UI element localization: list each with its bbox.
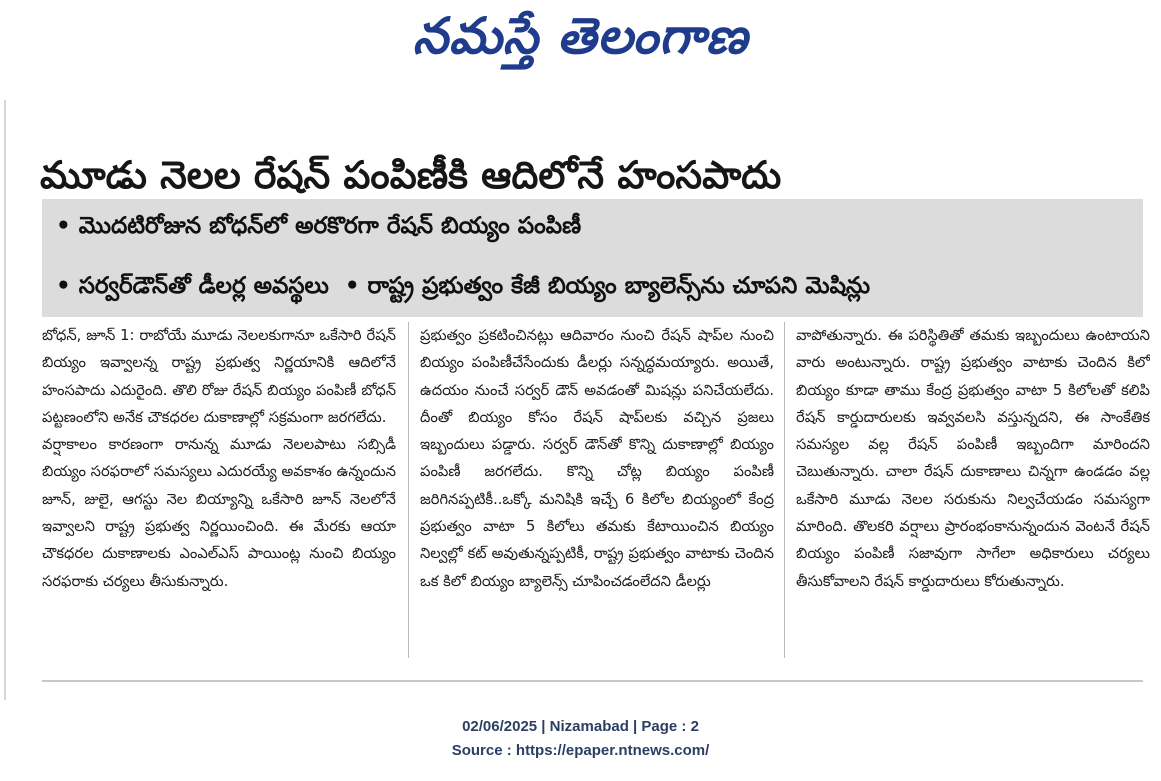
deck-text: మొదటిరోజున బోధన్‌లో అరకొరగా రేషన్ బియ్యం పంపిణీ — [78, 213, 582, 239]
bullet-icon: • — [344, 273, 360, 299]
footer-source-link[interactable]: Source : https://epaper.ntnews.com/ — [451, 742, 710, 759]
column-divider — [408, 322, 409, 658]
masthead-logo: నమస్తే తెలంగాణ — [412, 7, 749, 65]
deck-text-secondary: రాష్ట్ర ప్రభుత్వం కేజీ బియ్యం బ్యాలెన్స్‌ను చూపని మెషిన్లు — [367, 273, 871, 299]
bottom-divider — [42, 680, 1143, 682]
column-paragraph: వర్షాకాలం కారణంగా రానున్న మూడు నెలలపాటు సబ్సిడీ బియ్యం సరఫరాలో సమస్యలు ఎదురయ్యే అవకాశం ఉన్నందున జూన్, జులై, ఆగస్టు నెల బియ్యాన్ని ఒకేసారి జూన్ నెలలోనే ఇవ్వాలని రాష్ట్ర ప్రభుత్వ నిర్ణయించింది. ఈ మేరకు ఆయా చౌకధరల దుకాణాలకు ఎంఎల్ఎస్ పాయింట్ల నుంచి బియ్యం సరఫరాకు చర్యలు తీసుకున్నారు. — [42, 436, 396, 590]
bullet-icon: • — [56, 273, 71, 299]
deck-line-2 — [56, 269, 870, 303]
column-paragraph: బోధన్, జూన్ 1: రాబోయే మూడు నెలలకుగానూ ఒకేసారి రేషన్ బియ్యం ఇవ్వాలన్న రాష్ట్ర ప్రభుత్వ నిర్ణయానికి ఆదిలోనే హంసపాదు ఎదురైంది. తొలి రోజు రేషన్ బియ్యం పంపిణీ బోధన్ పట్టణంలోని అనేక చౌకధరల దుకాణాల్లో సక్రమంగా జరగలేదు. — [42, 327, 396, 426]
column-divider — [784, 322, 785, 658]
article-column-2 — [420, 322, 774, 662]
column-paragraph: ప్రభుత్వం ప్రకటించినట్లు ఆదివారం నుంచి రేషన్ షాప్‌ల నుంచి బియ్యం పంపిణీచేసేందుకు డీలర్లు సన్నద్ధమయ్యారు. అయితే, ఉదయం నుంచే సర్వర్ డౌన్ అవడంతో మిషన్లు పనిచేయలేదు. దీంతో బియ్యం కోసం రేషన్ షాప్‌లకు వచ్చిన ప్రజలు ఇబ్బందులు పడ్డారు. సర్వర్ డౌన్‌తో కొన్ని దుకాణాల్లో బియ్యం పంపిణీ జరగలేదు. కొన్ని చోట్ల బియ్యం పంపిణీ జరిగినప్పటికీ..ఒక్కో మనిషికి ఇచ్చే 6 కిలోల బియ్యంలో కేంద్ర ప్రభుత్వం వాటా 5 కిలోలు తమకు కేటాయించిన బియ్యం నిల్వల్లో కట్ అవుతున్నప్పటికీ, రాష్ట్ర ప్రభుత్వం వాటాకు చెందిన ఒక కిలో బియ్యం బ్యాలెన్స్ చూపించడంలేదని డీలర్లు — [420, 327, 774, 590]
page-edge-rule — [4, 100, 6, 700]
deck-line-1 — [56, 209, 581, 243]
article-column-1 — [42, 322, 396, 662]
column-paragraph: వాపోతున్నారు. ఈ పరిస్థితితో తమకు ఇబ్బందులు ఉంటాయని వారు అంటున్నారు. రాష్ట్ర ప్రభుత్వం వాటాకు చెందిన కిలో బియ్యం కూడా తాము కేంద్ర ప్రభుత్వం వాటా 5 కిలోలతో కలిపి రేషన్ కార్డుదారులకు ఇవ్వవలసి వస్తున్నదని, ఈ సాంకేతిక సమస్యల వల్ల రేషన్ పంపిణీ ఇబ్బందిగా మారిందని చెబుతున్నారు. చాలా రేషన్ దుకాణాలు చిన్నగా ఉండడం వల్ల ఒకేసారి మూడు నెలల సరుకును నిల్వచేయడం సమస్యగా మారింది. తొలకరి వర్షాలు ప్రారంభంకానున్నందున వెంటనే రేషన్ బియ్యం పంపిణీ సజావుగా సాగేలా అధికారులు చర్యలు తీసుకోవాలని రేషన్ కార్డుదారులు కోరుతున్నారు. — [796, 327, 1150, 590]
footer-date-edition: 02/06/2025 | Nizamabad | Page : 2 — [462, 718, 699, 735]
article-headline: మూడు నెలల రేషన్ పంపిణీకి ఆదిలోనే హంసపాదు — [40, 153, 782, 198]
bullet-icon: • — [56, 213, 71, 239]
deck-text: సర్వర్‌డౌన్‌తో డీలర్ల అవస్థలు — [78, 273, 329, 299]
article-deck — [42, 199, 1143, 317]
article-column-3 — [796, 322, 1150, 662]
